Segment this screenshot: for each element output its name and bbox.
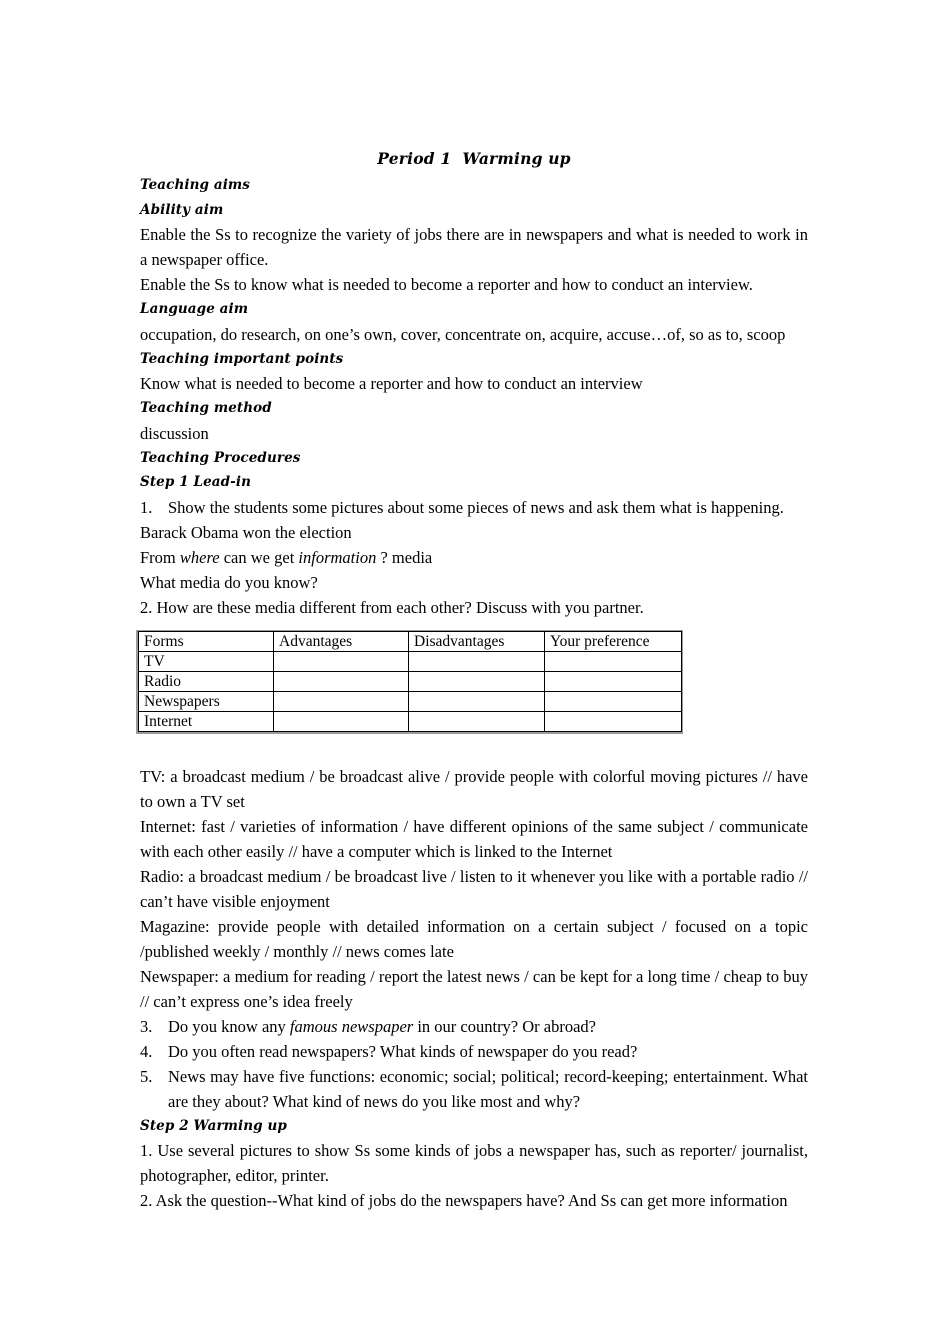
table-cell-form-radio: Radio bbox=[139, 671, 274, 691]
table-cell-newspapers-disadvantages[interactable] bbox=[409, 691, 545, 711]
paragraph-ability-aim-2: Enable the Ss to know what is needed to become a reporter and how to conduct an interview. bbox=[140, 275, 753, 294]
media-note-newspaper: Newspaper: a medium for reading / report the latest news / can be kept for a long time / cheap to buy // can’t express one’s idea freely bbox=[140, 966, 808, 1011]
table-cell-tv-advantages[interactable] bbox=[274, 651, 409, 671]
table-cell-internet-advantages[interactable] bbox=[274, 711, 409, 731]
table-header-row bbox=[139, 631, 682, 651]
table-header-disadvantages: Disadvantages bbox=[409, 631, 545, 651]
lead-in-item-1-text: Show the students some pictures about some pieces of news and ask them what is happening. bbox=[168, 497, 784, 517]
heading-teaching-method: Teaching method bbox=[140, 400, 272, 416]
lead-in-line-obama: Barack Obama won the election bbox=[140, 522, 352, 542]
heading-step-1-lead-in: Step 1 Lead-in bbox=[140, 474, 252, 490]
table-row bbox=[139, 671, 682, 691]
table-cell-tv-preference[interactable] bbox=[545, 651, 682, 671]
heading-language-aim: Language aim bbox=[140, 301, 249, 317]
heading-teaching-procedures: Teaching Procedures bbox=[140, 449, 301, 466]
table-row bbox=[139, 651, 682, 671]
media-note-internet: Internet: fast / varieties of information / have different opinions of the same subject / communicate with each other easily // have a computer which is linked to the Internet bbox=[140, 816, 808, 861]
paragraph-ability-aim-1: Enable the Ss to recognize the variety of jobs there are in newspapers and what is needed to work in a newspaper office. bbox=[140, 225, 808, 269]
table-row bbox=[139, 711, 682, 731]
media-comparison-table bbox=[138, 631, 682, 732]
table-cell-form-internet: Internet bbox=[139, 711, 274, 731]
heading-step-2-warming-up: Step 2 Warming up bbox=[140, 1117, 287, 1134]
table-cell-newspapers-advantages[interactable] bbox=[274, 691, 409, 711]
media-note-radio: Radio: a broadcast medium / be broadcast live / listen to it whenever you like with a portable radio // can’t have visible enjoyment bbox=[140, 866, 808, 911]
table-cell-internet-disadvantages[interactable] bbox=[409, 711, 545, 731]
question-item-4 bbox=[140, 1039, 808, 1064]
question-item-4-text: Do you often read newspapers? What kinds of newspaper do you read? bbox=[168, 1041, 638, 1061]
question-item-3-number: 3. bbox=[140, 1016, 153, 1036]
lead-in-item-1 bbox=[140, 495, 808, 520]
question-item-5-text: News may have five functions: economic; social; political; record-keeping; entertainment. What are they about? What kind of news do you like most and why? bbox=[168, 1066, 808, 1111]
paragraph-important-points: Know what is needed to become a reporter and how to conduct an interview bbox=[140, 374, 643, 393]
question-item-5-number: 5. bbox=[140, 1066, 153, 1086]
table-cell-radio-advantages[interactable] bbox=[274, 671, 409, 691]
lead-in-information-italic: information bbox=[298, 547, 377, 567]
media-note-tv: TV: a broadcast medium / be broadcast alive / provide people with colorful moving pictures // have to own a TV set bbox=[140, 766, 808, 811]
table-cell-newspapers-preference[interactable] bbox=[545, 691, 682, 711]
table-row bbox=[139, 691, 682, 711]
table-header-forms: Forms bbox=[139, 631, 274, 651]
question-item-4-number: 4. bbox=[140, 1041, 153, 1061]
page-title: Period 1 Warming up bbox=[377, 149, 571, 168]
media-comparison-table-frame bbox=[136, 630, 683, 734]
table-cell-radio-preference[interactable] bbox=[545, 671, 682, 691]
media-note-magazine: Magazine: provide people with detailed information on a certain subject / focused on a topic /published weekly / monthly // news comes late bbox=[140, 916, 808, 961]
lead-in-where-pre: From bbox=[140, 547, 180, 567]
step2-item-2: 2. Ask the question--What kind of jobs do the newspapers have? And Ss can get more information bbox=[140, 1191, 788, 1210]
lead-in-where-mid: can we get bbox=[219, 547, 299, 567]
spacer-before-table bbox=[140, 620, 808, 630]
heading-teaching-important-points: Teaching important points bbox=[140, 350, 344, 367]
document-content bbox=[140, 146, 808, 1213]
question-item-3-italic: famous newspaper bbox=[289, 1016, 414, 1036]
question-item-3-post: in our country? Or abroad? bbox=[413, 1016, 597, 1036]
question-item-5 bbox=[140, 1064, 808, 1114]
question-item-3-pre: Do you know any bbox=[168, 1016, 290, 1036]
paragraph-language-aim: occupation, do research, on one’s own, cover, concentrate on, acquire, accuse…of, so as to, scoop bbox=[140, 324, 786, 344]
lead-in-where-post: ? media bbox=[376, 547, 433, 567]
heading-ability-aim: Ability aim bbox=[140, 201, 224, 218]
spacer-after-table bbox=[140, 734, 808, 764]
paragraph-teaching-method: discussion bbox=[140, 423, 209, 443]
lead-in-item-1-number: 1. bbox=[140, 497, 153, 517]
lead-in-item-2: 2. How are these media different from each other? Discuss with you partner. bbox=[140, 597, 644, 617]
table-header-your-preference: Your preference bbox=[545, 631, 682, 651]
lead-in-line-what-media: What media do you know? bbox=[140, 572, 318, 592]
lead-in-where-italic: where bbox=[179, 547, 220, 567]
table-cell-form-tv: TV bbox=[139, 651, 274, 671]
table-cell-radio-disadvantages[interactable] bbox=[409, 671, 545, 691]
heading-teaching-aims: Teaching aims bbox=[140, 177, 251, 193]
step2-item-1: 1. Use several pictures to show Ss some kinds of jobs a newspaper has, such as reporter/ journalist, photographer, editor, printer. bbox=[140, 1141, 808, 1185]
table-cell-form-newspapers: Newspapers bbox=[139, 691, 274, 711]
table-cell-internet-preference[interactable] bbox=[545, 711, 682, 731]
table-header-advantages: Advantages bbox=[274, 631, 409, 651]
lead-in-line-where bbox=[140, 545, 808, 570]
question-item-3 bbox=[140, 1014, 808, 1039]
table-cell-tv-disadvantages[interactable] bbox=[409, 651, 545, 671]
